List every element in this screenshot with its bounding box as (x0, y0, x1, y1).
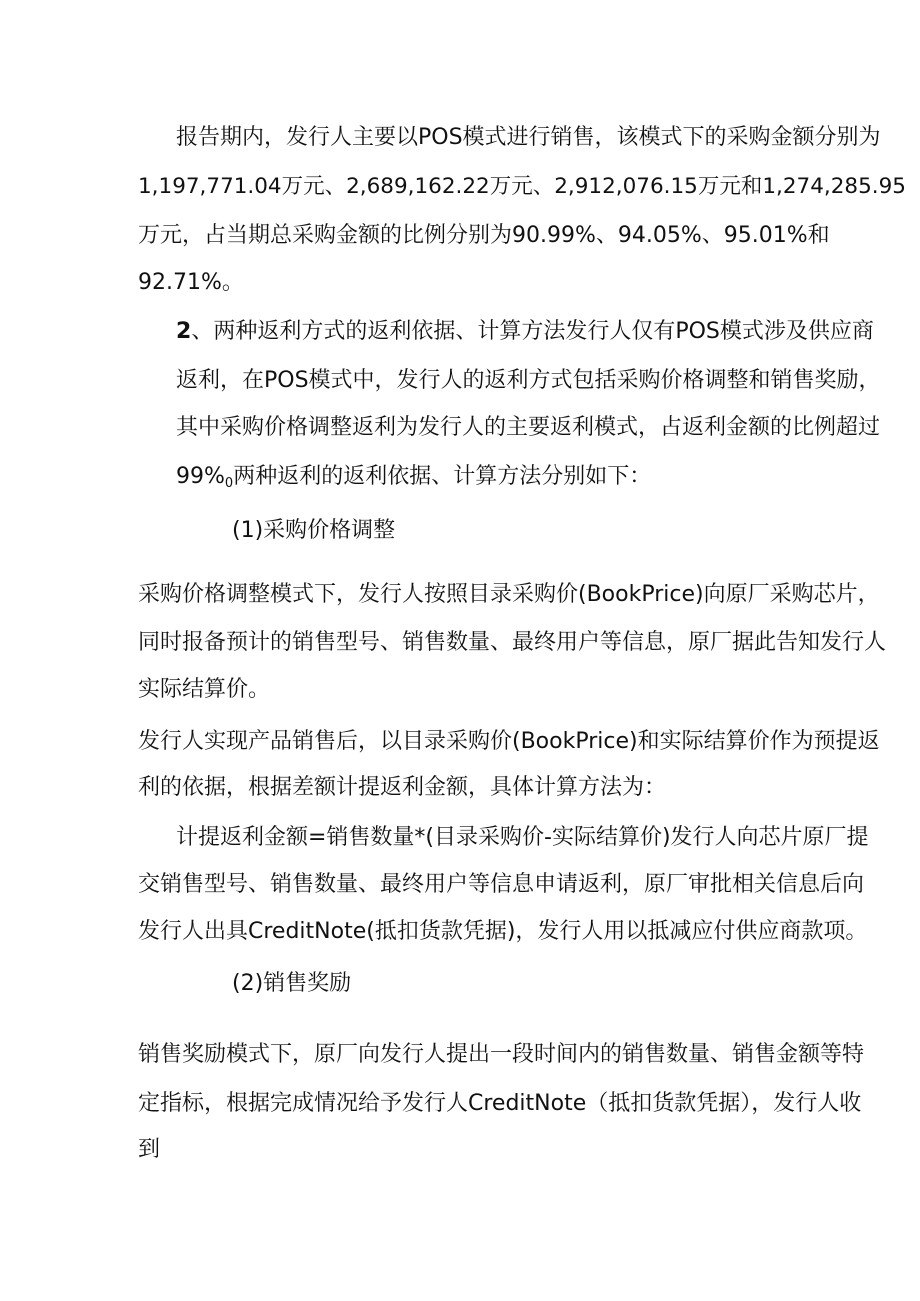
sub1-p3-line1: 计提返利金额=销售数量*(目录采购价-实际结算价)发行人向芯片原厂提 (176, 825, 869, 850)
para1-line4: 92.71%。 (138, 270, 244, 295)
sub2-p1-line3: 到 (138, 1137, 161, 1162)
sub1-p2-line2: 利的依据，根据差额计提返利金额，具体计算方法为： (138, 775, 667, 800)
sub1-p1-line2: 同时报备预计的销售型号、销售数量、最终用户等信息，原厂据此告知发行人 (138, 630, 887, 655)
sub1-p2-line1: 发行人实现产品销售后，以目录采购价(BookPrice)和实际结算价作为预提返 (138, 729, 880, 754)
section2-line1 (176, 317, 874, 347)
para1-line2: 1,197,771.04万元、2,689,162.22万元、2,912,076.15万元和1,274,285.95 (138, 174, 906, 199)
para1-line3: 万元，占当期总采购金额的比例分别为90.99%、94.05%、95.01%和 (138, 223, 830, 248)
sub2-p1-line2: 定指标，根据完成情况给予发行人CreditNote（抵扣货款凭据），发行人收 (138, 1091, 862, 1116)
percent-subscript: 0 (224, 476, 234, 491)
para1-line1: 报告期内，发行人主要以POS模式进行销售，该模式下的采购金额分别为 (176, 125, 881, 150)
section2-line3: 其中采购价格调整返利为发行人的主要返利模式，占返利金额的比例超过 (176, 415, 881, 440)
sub1-heading: (1)采购价格调整 (232, 518, 396, 543)
sub1-p1-line1: 采购价格调整模式下，发行人按照目录采购价(BookPrice)向原厂采购芯片， (138, 582, 880, 607)
sub2-p1-line1: 销售奖励模式下，原厂向发行人提出一段时间内的销售数量、销售金额等特 (138, 1042, 865, 1067)
section2-line4 (176, 462, 651, 499)
sub1-p1-line3: 实际结算价。 (138, 677, 271, 702)
section2-line2: 返利，在POS模式中，发行人的返利方式包括采购价格调整和销售奖励， (176, 368, 881, 393)
sub1-p3-line3: 发行人出具CreditNote(抵扣货款凭据)，发行人用以抵减应付供应商款项。 (138, 919, 868, 944)
section2-line4-rest: 两种返利的返利依据、计算方法分别如下： (233, 464, 652, 489)
section-number: 2 (176, 319, 192, 344)
percent-text: 99% (176, 464, 225, 489)
sub2-heading: (2)销售奖励 (232, 971, 352, 996)
sub1-p3-line2: 交销售型号、销售数量、最终用户等信息申请返利，原厂审批相关信息后向 (138, 872, 865, 897)
section2-title-text: 、两种返利方式的返利依据、计算方法发行人仅有POS模式涉及供应商 (191, 319, 874, 344)
